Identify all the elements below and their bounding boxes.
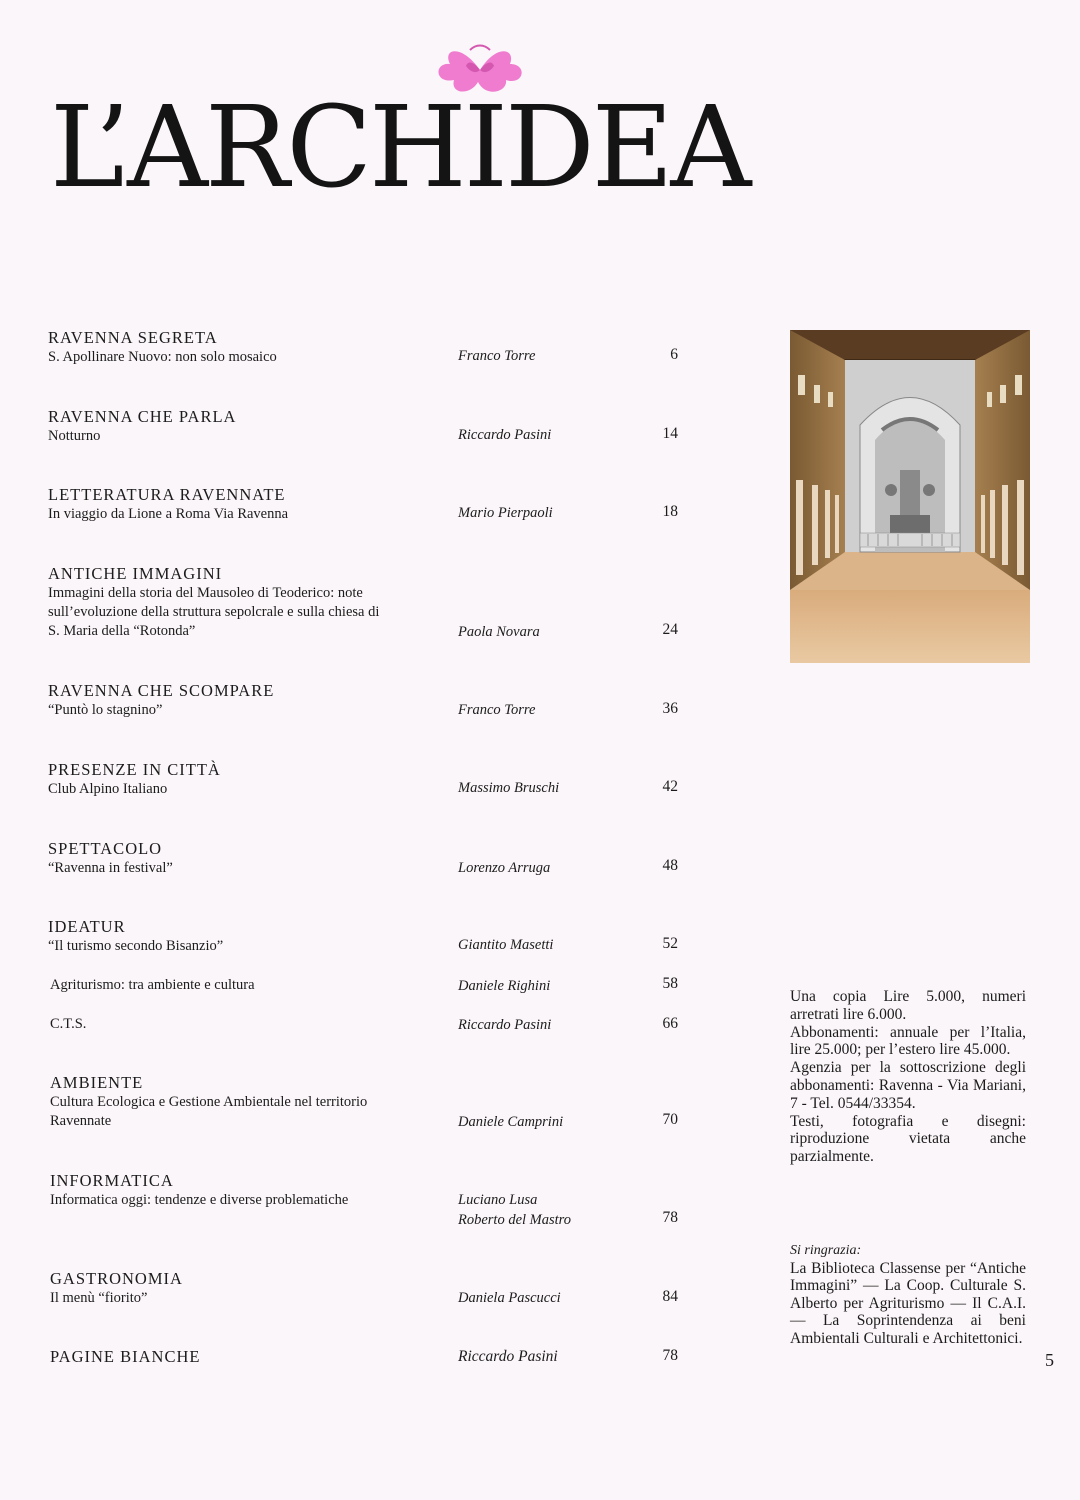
section-title: LETTERATURA RAVENNATE xyxy=(48,485,286,504)
page-number: 24 xyxy=(662,621,678,638)
article-title: Cultura Ecologica e Gestione Ambientale nel territorio Ravennate xyxy=(50,1094,368,1129)
toc-entry[interactable] xyxy=(48,1171,698,1228)
author-second: Roberto del Mastro xyxy=(458,1212,572,1228)
subscription-text: Abbonamenti: annuale per l’Italia, lire 25.000; per l’estero lire 45.000. xyxy=(790,1023,1026,1059)
author: Luciano Lusa xyxy=(458,1192,538,1208)
author: Riccardo Pasini xyxy=(458,427,552,443)
page-number: 70 xyxy=(662,1111,678,1128)
article-title: In viaggio da Lione a Roma Via Ravenna xyxy=(48,506,289,522)
toc-entry[interactable] xyxy=(48,1015,698,1034)
page-number: 52 xyxy=(662,935,678,952)
author: Riccardo Pasini xyxy=(458,1348,558,1365)
author: Daniele Camprini xyxy=(458,1114,564,1130)
toc-entry[interactable] xyxy=(48,564,698,641)
author: Paola Novara xyxy=(458,624,540,640)
author: Daniela Pascucci xyxy=(458,1290,561,1306)
page-folio: 5 xyxy=(1045,1350,1054,1370)
toc-entry[interactable] xyxy=(48,917,698,956)
basilica-interior-photo xyxy=(790,330,1030,663)
publication-info xyxy=(790,988,1026,1166)
article-title: “Ravenna in festival” xyxy=(48,860,173,876)
acknowledgements xyxy=(790,1242,1026,1347)
toc-entry[interactable] xyxy=(48,328,698,367)
toc-entry[interactable] xyxy=(48,681,698,720)
article-title: Il menù “fiorito” xyxy=(50,1290,148,1306)
section-title: INFORMATICA xyxy=(50,1171,174,1190)
section-title: RAVENNA CHE SCOMPARE xyxy=(48,681,275,700)
author: Franco Torre xyxy=(458,348,536,364)
author: Riccardo Pasini xyxy=(458,1017,552,1033)
author: Daniele Righini xyxy=(458,978,551,994)
author: Massimo Bruschi xyxy=(458,780,560,796)
article-title: Informatica oggi: tendenze e diverse problematiche xyxy=(50,1192,349,1208)
pricing-text: Una copia Lire 5.000, numeri arretrati lire 6.000. xyxy=(790,988,1026,1023)
section-title: RAVENNA CHE PARLA xyxy=(48,407,237,426)
page-number: 18 xyxy=(662,503,678,520)
article-title: Immagini della storia del Mausoleo di Teoderico: note sull’evoluzione della struttura sepolcrale e sulla chiesa di S. Maria della “Rotonda” xyxy=(48,585,380,639)
section-title: GASTRONOMIA xyxy=(50,1269,183,1288)
page-number: 42 xyxy=(662,778,678,795)
page-number: 6 xyxy=(670,346,678,363)
toc-entry[interactable] xyxy=(48,1347,698,1367)
author: Lorenzo Arruga xyxy=(458,860,551,876)
author: Franco Torre xyxy=(458,702,536,718)
acknowledgements-text: La Biblioteca Classense per “Antiche Immagini” — La Coop. Culturale S. Alberto per Agriturismo — Il C.A.I. — La Soprintendenza ai beni Ambientali Culturali e Architettonici. xyxy=(790,1259,1026,1347)
section-title: PRESENZE IN CITTÀ xyxy=(48,760,221,779)
article-title: “Puntò lo stagnino” xyxy=(48,702,163,718)
article-title: Notturno xyxy=(48,428,101,444)
section-title: SPETTACOLO xyxy=(48,839,163,858)
toc-entry[interactable] xyxy=(48,485,698,524)
acknowledgements-label: Si ringrazia: xyxy=(790,1243,862,1258)
article-title: Agriturismo: tra ambiente e cultura xyxy=(50,977,255,993)
page-number: 84 xyxy=(662,1288,678,1305)
toc-entry[interactable] xyxy=(48,976,698,995)
section-title: ANTICHE IMMAGINI xyxy=(48,564,223,583)
page-number: 78 xyxy=(662,1347,678,1364)
page-number: 48 xyxy=(662,857,678,874)
article-title: C.T.S. xyxy=(50,1016,87,1032)
page-number: 58 xyxy=(662,975,678,992)
page-number: 66 xyxy=(662,1015,678,1032)
article-title: S. Apollinare Nuovo: non solo mosaico xyxy=(48,349,277,365)
agency-text: Agenzia per la sottoscrizione degli abbonamenti: Ravenna - Via Mariani, 7 - Tel. 0544/33354. xyxy=(790,1059,1026,1112)
page-number: 36 xyxy=(662,700,678,717)
author: Mario Pierpaoli xyxy=(458,505,553,521)
section-title: RAVENNA SEGRETA xyxy=(48,328,218,347)
toc-entry[interactable] xyxy=(48,407,698,446)
section-title: PAGINE BIANCHE xyxy=(50,1347,201,1366)
page-number: 78 xyxy=(662,1209,678,1226)
masthead xyxy=(50,40,749,240)
article-title: Club Alpino Italiano xyxy=(48,781,168,797)
page-number: 14 xyxy=(662,425,678,442)
toc-entry[interactable] xyxy=(48,760,698,799)
section-title: AMBIENTE xyxy=(50,1073,144,1092)
toc-entry[interactable] xyxy=(48,1073,698,1131)
toc-entry[interactable] xyxy=(48,839,698,878)
article-title: “Il turismo secondo Bisanzio” xyxy=(48,938,224,954)
author: Giantito Masetti xyxy=(458,937,554,953)
section-title: IDEATUR xyxy=(48,917,126,936)
toc-entry[interactable] xyxy=(48,1269,698,1308)
magazine-title: L’ARCHIDEA xyxy=(50,83,749,213)
rights-text: Testi, fotografia e disegni: riproduzione vietata anche parzialmente. xyxy=(790,1112,1026,1166)
